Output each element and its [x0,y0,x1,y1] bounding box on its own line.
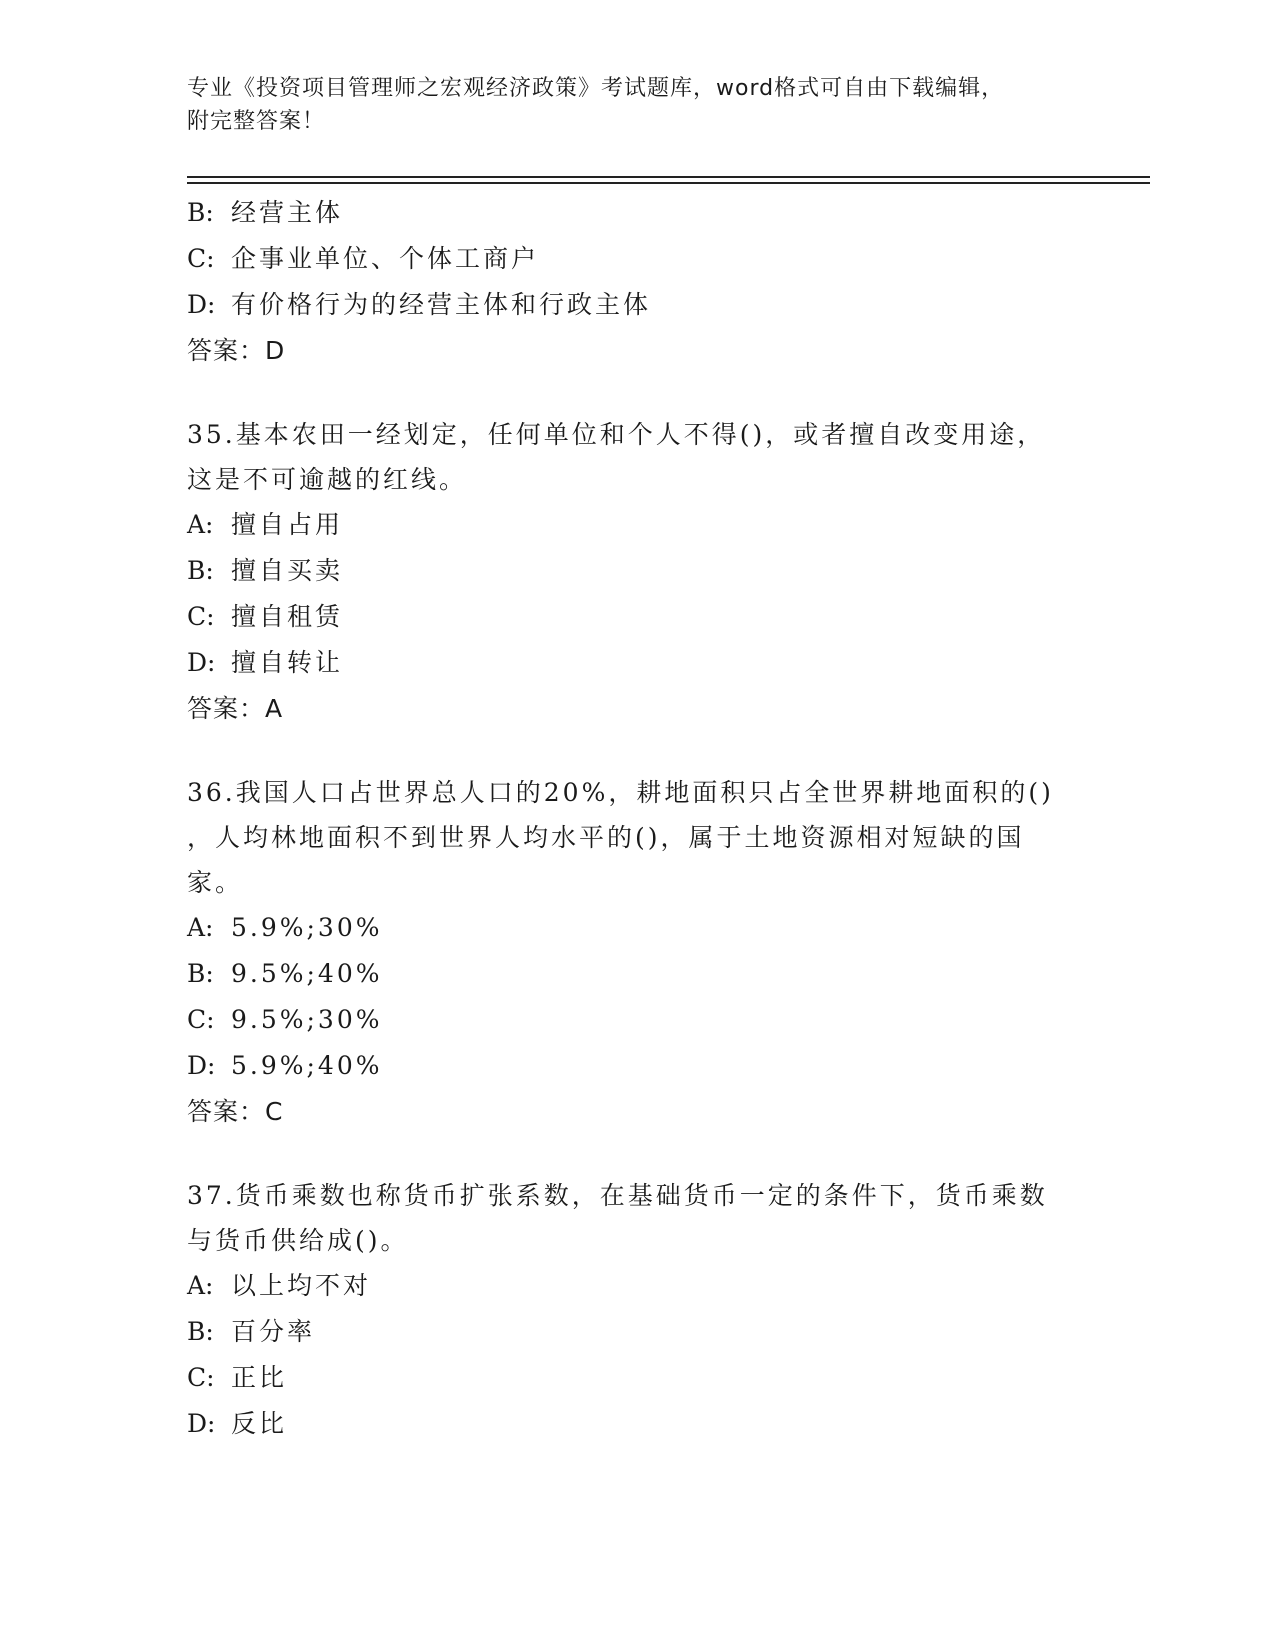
option-text: 反比 [231,1409,288,1438]
option-text: 以上均不对 [231,1271,372,1300]
option-text: 5.9%;30% [231,913,383,942]
header-line-1: 专业《投资项目管理师之宏观经济政策》考试题库，word格式可自由下载编辑， [187,76,1005,101]
option-text: 擅自买卖 [231,556,344,585]
option-label: B: [187,198,214,227]
option-a [187,905,1087,951]
option-text: 经营主体 [231,198,344,227]
option-label: A: [187,913,214,942]
option-label: C: [187,602,215,631]
option-label: A: [187,1271,214,1300]
option-text: 9.5%;40% [231,959,383,988]
option-d [187,1043,1087,1089]
document-header [187,72,1087,138]
question-37 [187,1173,1087,1447]
option-label: C: [187,1363,215,1392]
answer: 答案：D [187,336,286,365]
question-text-line: 家。 [187,868,244,897]
question-text-line: 36.我国人口占世界总人口的20%，耕地面积只占全世界耕地面积的() [187,778,1054,807]
option-text: 企事业单位、个体工商户 [231,244,540,273]
option-a [187,1263,1087,1309]
option-d [187,1401,1087,1447]
option-text: 5.9%;40% [231,1051,383,1080]
option-label: C: [187,1005,215,1034]
option-text: 有价格行为的经营主体和行政主体 [231,290,652,319]
document-body [187,190,1087,1447]
option-c [187,236,1087,282]
question-text-line: 35.基本农田一经划定，任何单位和个人不得()，或者擅自改变用途， [187,420,1046,449]
option-label: D: [187,1051,216,1080]
question-text-line: 这是不可逾越的红线。 [187,465,468,494]
question-36 [187,770,1087,1135]
option-b [187,1309,1087,1355]
question-35 [187,412,1087,732]
option-b [187,548,1087,594]
option-text: 正比 [231,1363,288,1392]
option-a [187,502,1087,548]
question-text-line: 37.货币乘数也称货币扩张系数，在基础货币一定的条件下，货币乘数 [187,1181,1048,1210]
option-label: D: [187,648,216,677]
header-line-2: 附完整答案！ [187,109,326,134]
question-text-line: 与货币供给成()。 [187,1226,409,1255]
header-divider-top [187,176,1150,178]
option-label: A: [187,510,214,539]
option-d [187,640,1087,686]
question-34 [187,190,1087,374]
option-label: B: [187,556,214,585]
option-c [187,1355,1087,1401]
option-d [187,282,1087,328]
option-b [187,951,1087,997]
header-divider-bottom [187,182,1150,184]
option-label: D: [187,290,216,319]
option-c [187,594,1087,640]
option-text: 擅自租赁 [231,602,344,631]
option-text: 擅自占用 [231,510,344,539]
option-text: 擅自转让 [231,648,344,677]
question-text-line: ，人均林地面积不到世界人均水平的()，属于土地资源相对短缺的国 [187,823,1025,852]
option-label: C: [187,244,215,273]
option-text: 9.5%;30% [231,1005,383,1034]
answer: 答案：C [187,1097,284,1126]
option-label: B: [187,1317,214,1346]
answer: 答案：A [187,694,284,723]
option-label: D: [187,1409,216,1438]
question-text [187,412,1077,502]
question-text [187,1173,1077,1263]
option-label: B: [187,959,214,988]
option-b [187,190,1087,236]
option-text: 百分率 [231,1317,316,1346]
option-c [187,997,1087,1043]
question-text [187,770,1077,905]
